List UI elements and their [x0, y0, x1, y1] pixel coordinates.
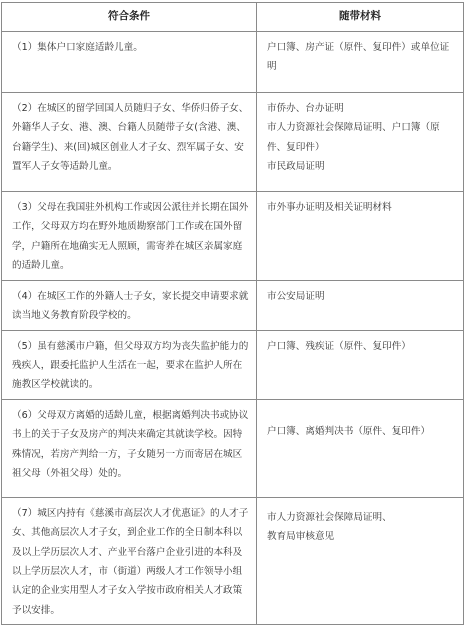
table-row — [2, 32, 464, 93]
table-row — [2, 280, 464, 330]
materials-cell — [257, 280, 464, 330]
table-row — [2, 497, 464, 624]
condition-cell: （1）集体户口家庭适龄儿童。 — [2, 32, 257, 93]
materials-cell — [257, 330, 464, 399]
table-row — [2, 330, 464, 399]
enrollment-conditions-table — [1, 2, 464, 625]
conditions-column-header: 符合条件 — [2, 3, 257, 32]
condition-cell: （3）父母在我国驻外机构工作或因公派往并长期在国外工作，父母双方均在野外地质勘察部门工作或在国外留学，户籍所在地确实无人照顾，需寄养在城区亲属家庭的适龄儿童。 — [2, 192, 257, 281]
materials-text: 市人力资源社会保障局证明、 — [267, 511, 392, 523]
materials-column-header: 随带材料 — [257, 3, 464, 32]
table-row — [2, 192, 464, 281]
condition-cell: （2）在城区的留学回国人员随归子女、华侨归侨子女、外籍华人子女、港、澳、台籍人员随带子女(含港、澳、台籍学生)、来(回)城区创业人才子女、烈军属子女、安置军人子女等适龄儿童。 — [2, 93, 257, 192]
materials-cell — [257, 399, 464, 497]
materials-text: 市民政局证明 — [267, 161, 325, 173]
materials-text: 户口簿、房产证（原件、复印件）或单位证明 — [267, 42, 450, 73]
materials-cell — [257, 32, 464, 93]
condition-cell: （6）父母双方离婚的适龄儿童，根据离婚判决书或协议书上的关于子女及房产的判决来确定其就读学校。因特殊情况，若房产判给一方，子女随另一方而寄居在城区祖父母（外祖父母）处的。 — [2, 399, 257, 497]
materials-cell — [257, 192, 464, 281]
materials-text: 教育局审核意见 — [267, 531, 335, 543]
table-row — [2, 93, 464, 192]
table-row — [2, 399, 464, 497]
condition-cell: （4）在城区工作的外籍人士子女，家长提交申请要求就读当地义务教育阶段学校的。 — [2, 280, 257, 330]
materials-text: 户口簿、残疾证（原件、复印件） — [267, 340, 411, 352]
condition-cell: （5）虽有慈溪市户籍，但父母双方均为丧失监护能力的残疾人，跟委托监护人生活在一起，要求在监护人所在施教区学校就读的。 — [2, 330, 257, 399]
materials-text: 市外事办证明及相关证明材料 — [267, 202, 392, 213]
materials-text: 户口簿、离婚判决书（原件、复印件） — [267, 425, 431, 437]
table-header-row — [2, 3, 464, 32]
materials-text: 市侨办、台办证明 — [267, 103, 344, 114]
condition-cell: （7）城区内持有《慈溪市高层次人才优惠证》的人才子女、其他高层次人才子女，到企业工作的全日制本科以及以上学历层次人才、产业平台落户企业引进的本科及以上学历层次人才，市（街道）两级人才工作领导小组认定的企业实用型人才子女入学按市政府相关人才政策予以安排。 — [2, 497, 257, 624]
materials-cell — [257, 497, 464, 624]
materials-text: 市人力资源社会保障局证明、户口簿（原件、复印件） — [267, 122, 440, 153]
materials-text: 市公安局证明 — [267, 290, 325, 302]
materials-cell — [257, 93, 464, 192]
